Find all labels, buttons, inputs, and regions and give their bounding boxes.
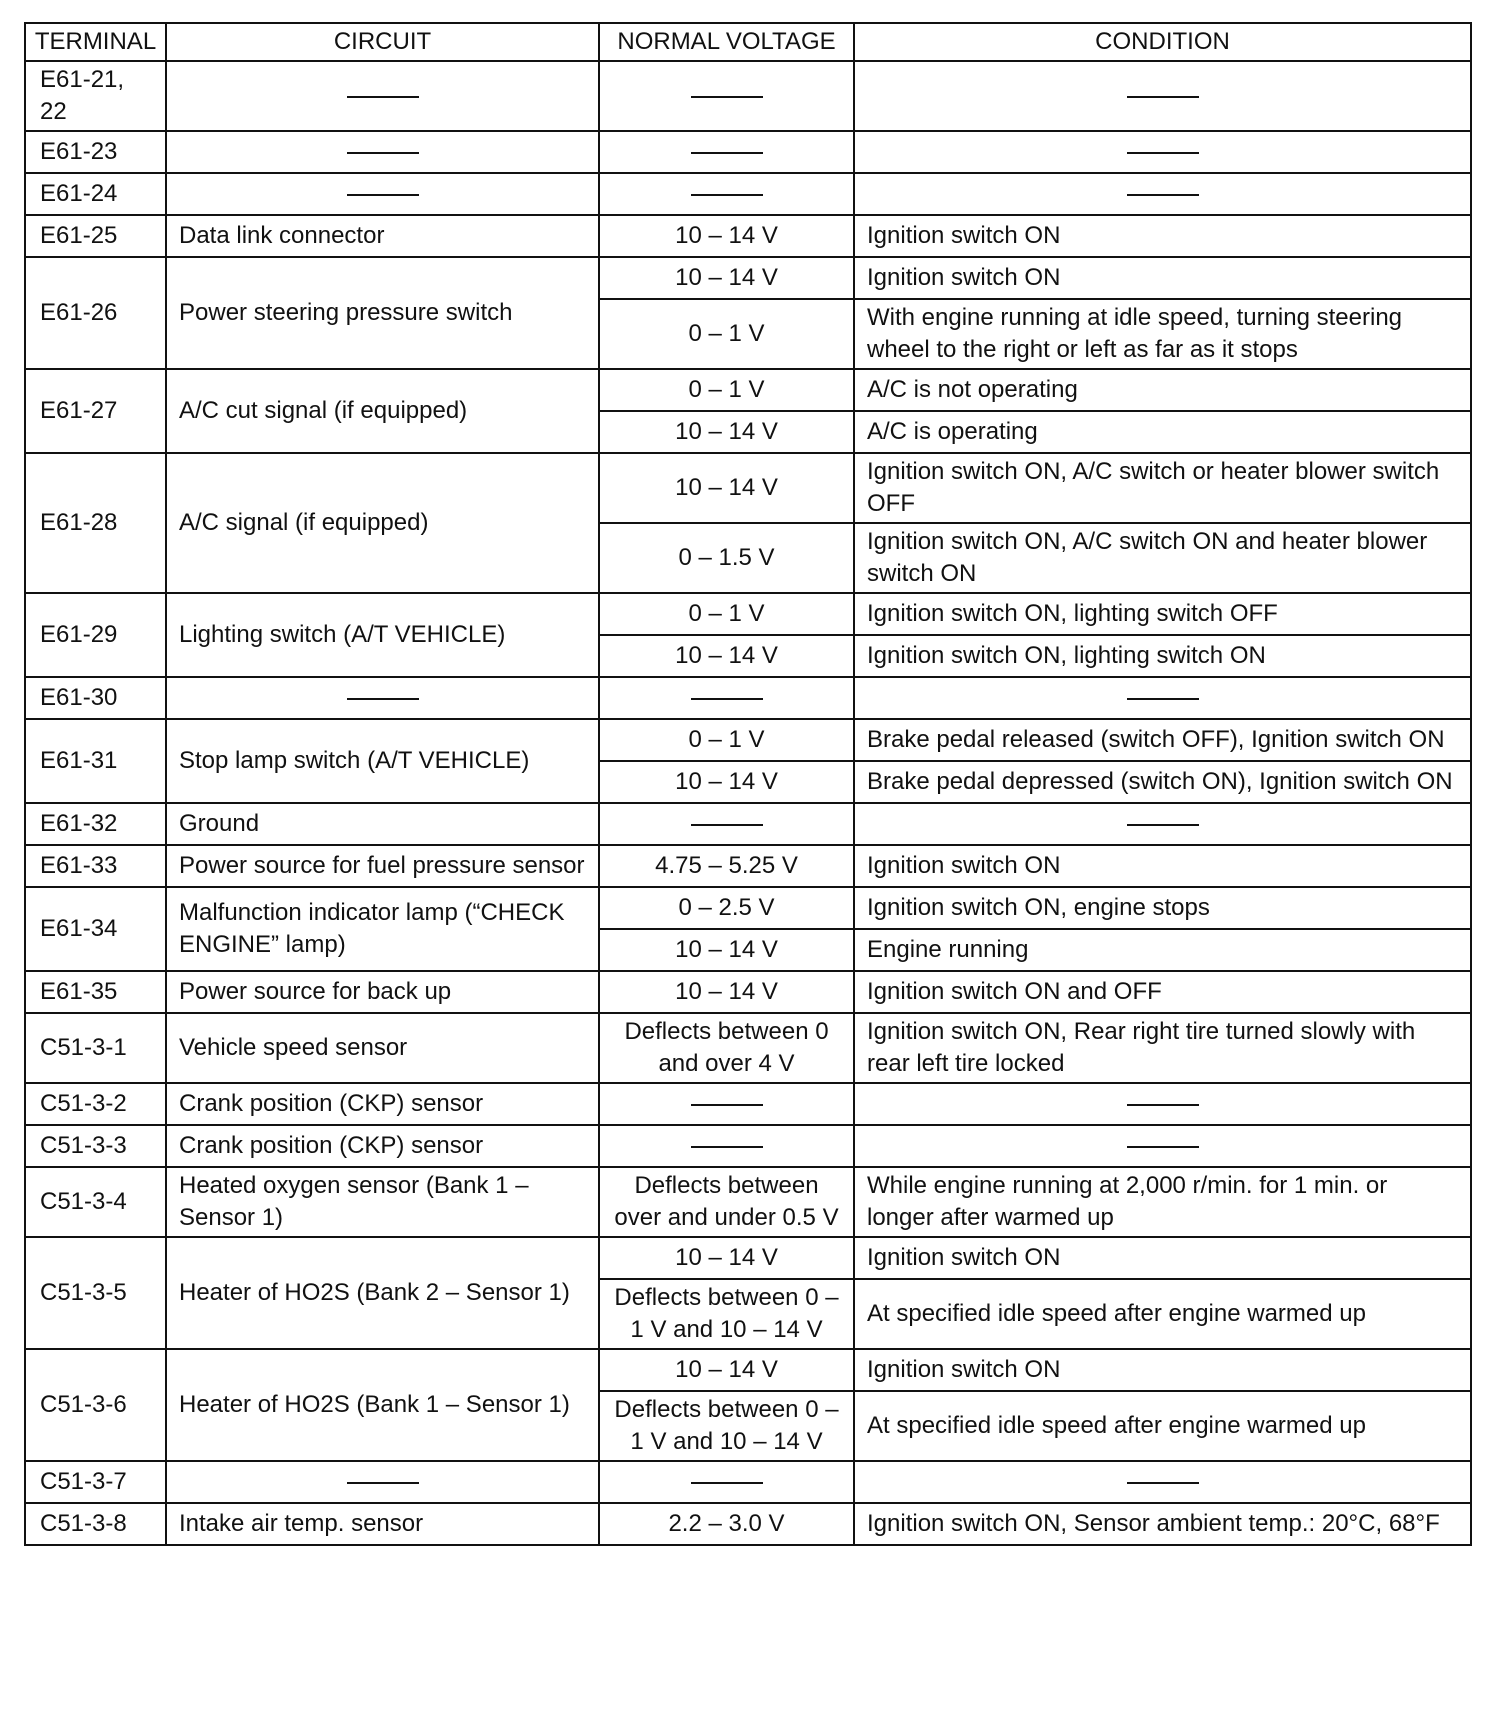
normal-voltage-cell: 10 – 14 V bbox=[599, 453, 854, 523]
empty-dash bbox=[691, 824, 763, 826]
condition-cell bbox=[854, 1083, 1471, 1125]
empty-dash bbox=[691, 96, 763, 98]
condition-cell: A/C is not operating bbox=[854, 369, 1471, 411]
normal-voltage-cell: 10 – 14 V bbox=[599, 1237, 854, 1279]
condition-cell: Ignition switch ON, A/C switch or heater blower switch OFF bbox=[854, 453, 1471, 523]
condition-cell: With engine running at idle speed, turning steering wheel to the right or left as far as it stops bbox=[854, 299, 1471, 369]
normal-voltage-cell bbox=[599, 173, 854, 215]
table-row bbox=[25, 677, 1471, 719]
table-row bbox=[25, 1083, 1471, 1125]
circuit-cell: Vehicle speed sensor bbox=[166, 1013, 599, 1083]
normal-voltage-cell: 10 – 14 V bbox=[599, 971, 854, 1013]
condition-cell bbox=[854, 677, 1471, 719]
empty-dash bbox=[1127, 1146, 1199, 1148]
empty-dash bbox=[1127, 698, 1199, 700]
table-row bbox=[25, 1461, 1471, 1503]
table-row bbox=[25, 257, 1471, 299]
circuit-cell: Power steering pressure switch bbox=[166, 257, 599, 369]
header-normal-voltage: NORMAL VOLTAGE bbox=[599, 23, 854, 61]
terminal-cell: E61-28 bbox=[25, 453, 166, 593]
terminal-cell: C51-3-3 bbox=[25, 1125, 166, 1167]
normal-voltage-cell: 0 – 1 V bbox=[599, 299, 854, 369]
terminal-cell: E61-30 bbox=[25, 677, 166, 719]
normal-voltage-cell bbox=[599, 131, 854, 173]
empty-dash bbox=[1127, 1104, 1199, 1106]
condition-cell bbox=[854, 803, 1471, 845]
circuit-cell: Data link connector bbox=[166, 215, 599, 257]
normal-voltage-cell: 0 – 1 V bbox=[599, 593, 854, 635]
header-terminal: TERMINAL bbox=[25, 23, 166, 61]
condition-cell: Ignition switch ON, engine stops bbox=[854, 887, 1471, 929]
circuit-cell: Lighting switch (A/T VEHICLE) bbox=[166, 593, 599, 677]
terminal-cell: E61-33 bbox=[25, 845, 166, 887]
normal-voltage-cell: Deflects between over and under 0.5 V bbox=[599, 1167, 854, 1237]
normal-voltage-cell bbox=[599, 1461, 854, 1503]
normal-voltage-cell: 0 – 2.5 V bbox=[599, 887, 854, 929]
table-row bbox=[25, 1237, 1471, 1279]
table-row bbox=[25, 1349, 1471, 1391]
condition-cell: Brake pedal released (switch OFF), Ignition switch ON bbox=[854, 719, 1471, 761]
terminal-cell: E61-21, 22 bbox=[25, 61, 166, 131]
normal-voltage-cell bbox=[599, 677, 854, 719]
terminal-cell: E61-26 bbox=[25, 257, 166, 369]
condition-cell bbox=[854, 1125, 1471, 1167]
table-body bbox=[25, 61, 1471, 1545]
empty-dash bbox=[347, 698, 419, 700]
normal-voltage-cell: 10 – 14 V bbox=[599, 761, 854, 803]
empty-dash bbox=[1127, 824, 1199, 826]
empty-dash bbox=[691, 698, 763, 700]
terminal-cell: C51-3-2 bbox=[25, 1083, 166, 1125]
normal-voltage-cell: 10 – 14 V bbox=[599, 929, 854, 971]
normal-voltage-cell bbox=[599, 1125, 854, 1167]
terminal-cell: E61-27 bbox=[25, 369, 166, 453]
terminal-cell: E61-29 bbox=[25, 593, 166, 677]
empty-dash bbox=[347, 152, 419, 154]
circuit-cell: Crank position (CKP) sensor bbox=[166, 1125, 599, 1167]
terminal-cell: E61-35 bbox=[25, 971, 166, 1013]
terminal-cell: E61-25 bbox=[25, 215, 166, 257]
condition-cell: Ignition switch ON, A/C switch ON and heater blower switch ON bbox=[854, 523, 1471, 593]
terminal-cell: C51-3-7 bbox=[25, 1461, 166, 1503]
empty-dash bbox=[1127, 194, 1199, 196]
condition-cell: Ignition switch ON and OFF bbox=[854, 971, 1471, 1013]
normal-voltage-cell: 2.2 – 3.0 V bbox=[599, 1503, 854, 1545]
terminal-cell: C51-3-4 bbox=[25, 1167, 166, 1237]
circuit-cell: A/C signal (if equipped) bbox=[166, 453, 599, 593]
condition-cell: Ignition switch ON bbox=[854, 215, 1471, 257]
circuit-cell: A/C cut signal (if equipped) bbox=[166, 369, 599, 453]
empty-dash bbox=[691, 1146, 763, 1148]
condition-cell bbox=[854, 61, 1471, 131]
circuit-cell: Ground bbox=[166, 803, 599, 845]
table-row bbox=[25, 1167, 1471, 1237]
terminal-cell: C51-3-6 bbox=[25, 1349, 166, 1461]
condition-cell: Ignition switch ON, Rear right tire turned slowly with rear left tire locked bbox=[854, 1013, 1471, 1083]
header-row bbox=[25, 23, 1471, 61]
circuit-cell: Malfunction indicator lamp (“CHECK ENGINE” lamp) bbox=[166, 887, 599, 971]
empty-dash bbox=[1127, 1482, 1199, 1484]
circuit-cell bbox=[166, 1461, 599, 1503]
condition-cell bbox=[854, 1461, 1471, 1503]
condition-cell: Ignition switch ON bbox=[854, 1349, 1471, 1391]
condition-cell: While engine running at 2,000 r/min. for 1 min. or longer after warmed up bbox=[854, 1167, 1471, 1237]
normal-voltage-cell: 10 – 14 V bbox=[599, 257, 854, 299]
circuit-cell bbox=[166, 61, 599, 131]
condition-cell: Brake pedal depressed (switch ON), Ignition switch ON bbox=[854, 761, 1471, 803]
empty-dash bbox=[691, 152, 763, 154]
condition-cell: Ignition switch ON, Sensor ambient temp.: 20°C, 68°F bbox=[854, 1503, 1471, 1545]
terminal-cell: E61-23 bbox=[25, 131, 166, 173]
normal-voltage-cell bbox=[599, 1083, 854, 1125]
normal-voltage-cell bbox=[599, 803, 854, 845]
header-circuit: CIRCUIT bbox=[166, 23, 599, 61]
circuit-cell bbox=[166, 677, 599, 719]
normal-voltage-cell: 0 – 1.5 V bbox=[599, 523, 854, 593]
circuit-cell: Crank position (CKP) sensor bbox=[166, 1083, 599, 1125]
normal-voltage-cell: 0 – 1 V bbox=[599, 369, 854, 411]
terminal-cell: C51-3-8 bbox=[25, 1503, 166, 1545]
circuit-cell: Heater of HO2S (Bank 1 – Sensor 1) bbox=[166, 1349, 599, 1461]
terminal-cell: E61-34 bbox=[25, 887, 166, 971]
normal-voltage-cell: Deflects between 0 and over 4 V bbox=[599, 1013, 854, 1083]
table-row bbox=[25, 131, 1471, 173]
condition-cell: Ignition switch ON, lighting switch OFF bbox=[854, 593, 1471, 635]
table-row bbox=[25, 803, 1471, 845]
condition-cell: A/C is operating bbox=[854, 411, 1471, 453]
empty-dash bbox=[1127, 96, 1199, 98]
circuit-cell: Stop lamp switch (A/T VEHICLE) bbox=[166, 719, 599, 803]
circuit-cell: Heated oxygen sensor (Bank 1 – Sensor 1) bbox=[166, 1167, 599, 1237]
terminal-cell: E61-24 bbox=[25, 173, 166, 215]
table-row bbox=[25, 845, 1471, 887]
table-row bbox=[25, 173, 1471, 215]
table-row bbox=[25, 61, 1471, 131]
circuit-cell: Heater of HO2S (Bank 2 – Sensor 1) bbox=[166, 1237, 599, 1349]
condition-cell: At specified idle speed after engine warmed up bbox=[854, 1391, 1471, 1461]
condition-cell bbox=[854, 173, 1471, 215]
table-row bbox=[25, 887, 1471, 929]
normal-voltage-cell: Deflects between 0 – 1 V and 10 – 14 V bbox=[599, 1391, 854, 1461]
normal-voltage-cell: 4.75 – 5.25 V bbox=[599, 845, 854, 887]
terminal-voltage-table bbox=[24, 22, 1472, 1546]
normal-voltage-cell: 10 – 14 V bbox=[599, 411, 854, 453]
header-condition: CONDITION bbox=[854, 23, 1471, 61]
circuit-cell bbox=[166, 173, 599, 215]
table-row bbox=[25, 215, 1471, 257]
terminal-cell: C51-3-1 bbox=[25, 1013, 166, 1083]
table-row bbox=[25, 453, 1471, 523]
table-row bbox=[25, 1125, 1471, 1167]
condition-cell: Ignition switch ON, lighting switch ON bbox=[854, 635, 1471, 677]
condition-cell bbox=[854, 131, 1471, 173]
table-row bbox=[25, 593, 1471, 635]
condition-cell: Ignition switch ON bbox=[854, 1237, 1471, 1279]
condition-cell: Ignition switch ON bbox=[854, 257, 1471, 299]
normal-voltage-cell bbox=[599, 61, 854, 131]
condition-cell: Engine running bbox=[854, 929, 1471, 971]
table-row bbox=[25, 971, 1471, 1013]
empty-dash bbox=[691, 194, 763, 196]
normal-voltage-cell: Deflects between 0 – 1 V and 10 – 14 V bbox=[599, 1279, 854, 1349]
empty-dash bbox=[1127, 152, 1199, 154]
terminal-cell: E61-31 bbox=[25, 719, 166, 803]
empty-dash bbox=[691, 1482, 763, 1484]
circuit-cell: Power source for fuel pressure sensor bbox=[166, 845, 599, 887]
table-row bbox=[25, 1503, 1471, 1545]
table-row bbox=[25, 369, 1471, 411]
condition-cell: At specified idle speed after engine warmed up bbox=[854, 1279, 1471, 1349]
terminal-cell: C51-3-5 bbox=[25, 1237, 166, 1349]
table-row bbox=[25, 1013, 1471, 1083]
empty-dash bbox=[347, 194, 419, 196]
normal-voltage-cell: 10 – 14 V bbox=[599, 635, 854, 677]
condition-cell: Ignition switch ON bbox=[854, 845, 1471, 887]
empty-dash bbox=[347, 96, 419, 98]
circuit-cell: Power source for back up bbox=[166, 971, 599, 1013]
normal-voltage-cell: 10 – 14 V bbox=[599, 215, 854, 257]
normal-voltage-cell: 10 – 14 V bbox=[599, 1349, 854, 1391]
empty-dash bbox=[691, 1104, 763, 1106]
terminal-cell: E61-32 bbox=[25, 803, 166, 845]
table-row bbox=[25, 719, 1471, 761]
empty-dash bbox=[347, 1482, 419, 1484]
circuit-cell bbox=[166, 131, 599, 173]
circuit-cell: Intake air temp. sensor bbox=[166, 1503, 599, 1545]
normal-voltage-cell: 0 – 1 V bbox=[599, 719, 854, 761]
